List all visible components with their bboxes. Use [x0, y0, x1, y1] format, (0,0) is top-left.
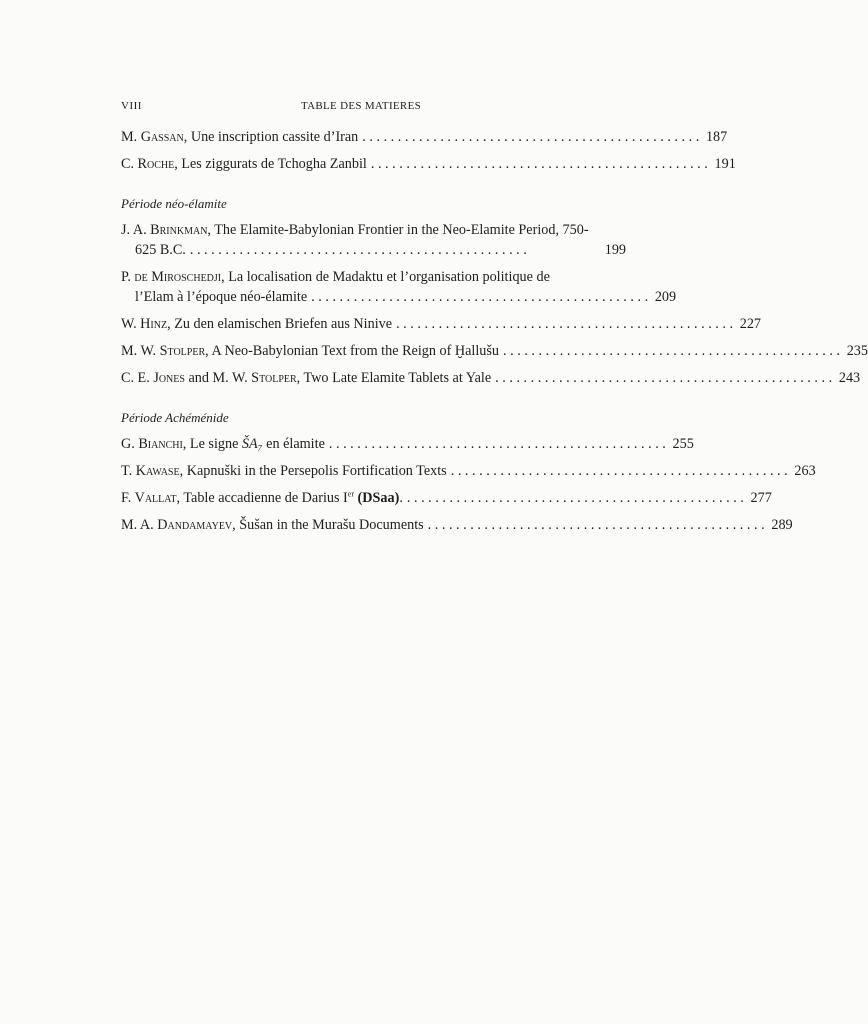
entry-title: A Neo-Babylonian Text from the Reign of Ḫallušu	[211, 343, 500, 359]
leader-dots: . . . . . . . . . . . . . . . . . . . . . . . . . . . . . . . . . . . . . . . . . . . . . . . .	[362, 129, 700, 145]
toc-entry-vallat	[121, 488, 772, 508]
entry-title-post: .	[399, 490, 403, 506]
toc-entry-dandamayev	[121, 515, 793, 535]
toc-entry-stolper	[121, 341, 868, 361]
author: F. Vallat,	[121, 490, 181, 506]
author: T. Kawase,	[121, 463, 184, 479]
entry-title-pre: Le signe	[189, 436, 239, 452]
entry-title-line1: The Elamite-Babylonian Frontier in the Neo-Elamite Period, 750-	[214, 222, 589, 238]
toc-entry-jones-stolper	[121, 368, 861, 388]
entry-title: Two Late Elamite Tablets at Yale	[303, 370, 492, 386]
cuneiform-sign: ŠA₇	[241, 436, 263, 452]
page-ref: 199	[604, 242, 626, 258]
leader-dots: . . . . . . . . . . . . . . . . . . . . . . . . . . . . . . . . . . . . . . . . . . . . . . . .	[503, 343, 840, 359]
author: M. W. Stolper,	[212, 370, 301, 386]
superscript: er	[347, 489, 354, 499]
page-ref: 235	[846, 343, 868, 359]
toc-entry-bianchi	[121, 434, 694, 454]
leader-dots: . . . . . . . . . . . . . . . . . . . . . . . . . . . . . . . . . . . . . . . . . . . . . . . .	[370, 156, 708, 172]
author: P. de Miroschedji,	[121, 269, 225, 285]
entry-title-line1: La localisation de Madaktu et l’organisation politique de	[228, 269, 550, 285]
author-joiner: and	[188, 370, 209, 386]
page-ref: 191	[714, 156, 736, 172]
leader-dots: . . . . . . . . . . . . . . . . . . . . . . . . . . . . . . . . . . . . . . . . . . . . . . . .	[328, 436, 666, 452]
author: C. Roche,	[121, 156, 178, 172]
page-ref: 209	[654, 289, 677, 305]
page-ref: 277	[750, 490, 772, 506]
leader-dots: . . . . . . . . . . . . . . . . . . . . . . . . . . . . . . . . . . . . . . . . . . . . . . . .	[189, 242, 527, 258]
leader-dots: . . . . . . . . . . . . . . . . . . . . . . . . . . . . . . . . . . . . . . . . . . . . . . . .	[450, 463, 788, 479]
entry-title-line2: l’Elam à l’époque néo-élamite	[135, 289, 308, 305]
leader-dots: . . . . . . . . . . . . . . . . . . . . . . . . . . . . . . . . . . . . . . . . . . . . . . . .	[396, 316, 734, 332]
page-ref: 289	[771, 517, 793, 533]
running-head: TABLE DES MATIERES	[300, 100, 422, 112]
author: C. E. Jones	[121, 370, 185, 386]
entry-title-bold: (DSaa)	[357, 490, 400, 506]
author: M. W. Stolper,	[121, 343, 209, 359]
page-ref: 255	[672, 436, 694, 452]
toc-entry-hinz	[121, 314, 762, 334]
table-of-contents	[121, 127, 868, 542]
page-ref: 263	[794, 463, 816, 479]
entry-title: Zu den elamischen Briefen aus Ninive	[174, 316, 393, 332]
section-title-achemenide: Période Achéménide	[121, 410, 229, 425]
entry-title: Šušan in the Murašu Documents	[239, 517, 424, 533]
author: W. Hinz,	[121, 316, 171, 332]
author: J. A. Brinkman,	[121, 222, 211, 238]
toc-entry-gassan	[121, 127, 728, 147]
leader-dots: . . . . . . . . . . . . . . . . . . . . . . . . . . . . . . . . . . . . . . . . . . . . . . . .	[427, 517, 765, 533]
page-ref: 187	[705, 129, 728, 145]
entry-title: Les ziggurats de Tchogha Zanbil	[181, 156, 367, 172]
page-number: VIII	[121, 100, 142, 112]
author: G. Bianchi,	[121, 436, 187, 452]
page-ref: 243	[838, 370, 861, 386]
toc-entry-roche	[121, 154, 736, 174]
toc-entry-kawase	[121, 461, 816, 481]
toc-entry-miroschedji	[121, 267, 677, 307]
leader-dots: . . . . . . . . . . . . . . . . . . . . . . . . . . . . . . . . . . . . . . . . . . . . . . . .	[406, 490, 744, 506]
entry-title-post: en élamite	[266, 436, 325, 452]
section-title-neo-elamite: Période néo-élamite	[121, 196, 227, 211]
author: M. A. Dandamayev,	[121, 517, 236, 533]
toc-entry-brinkman	[121, 220, 626, 260]
entry-title: Une inscription cassite d’Iran	[190, 129, 359, 145]
author: M. Gassan,	[121, 129, 188, 145]
page-ref: 227	[739, 316, 762, 332]
entry-title-line2: 625 B.C.	[135, 242, 186, 258]
leader-dots: . . . . . . . . . . . . . . . . . . . . . . . . . . . . . . . . . . . . . . . . . . . . . . . .	[311, 289, 649, 305]
entry-title: Kapnuški in the Persepolis Fortification Texts	[186, 463, 447, 479]
leader-dots: . . . . . . . . . . . . . . . . . . . . . . . . . . . . . . . . . . . . . . . . . . . . . . . .	[495, 370, 833, 386]
entry-title-pre: Table accadienne de Darius I	[183, 490, 348, 506]
